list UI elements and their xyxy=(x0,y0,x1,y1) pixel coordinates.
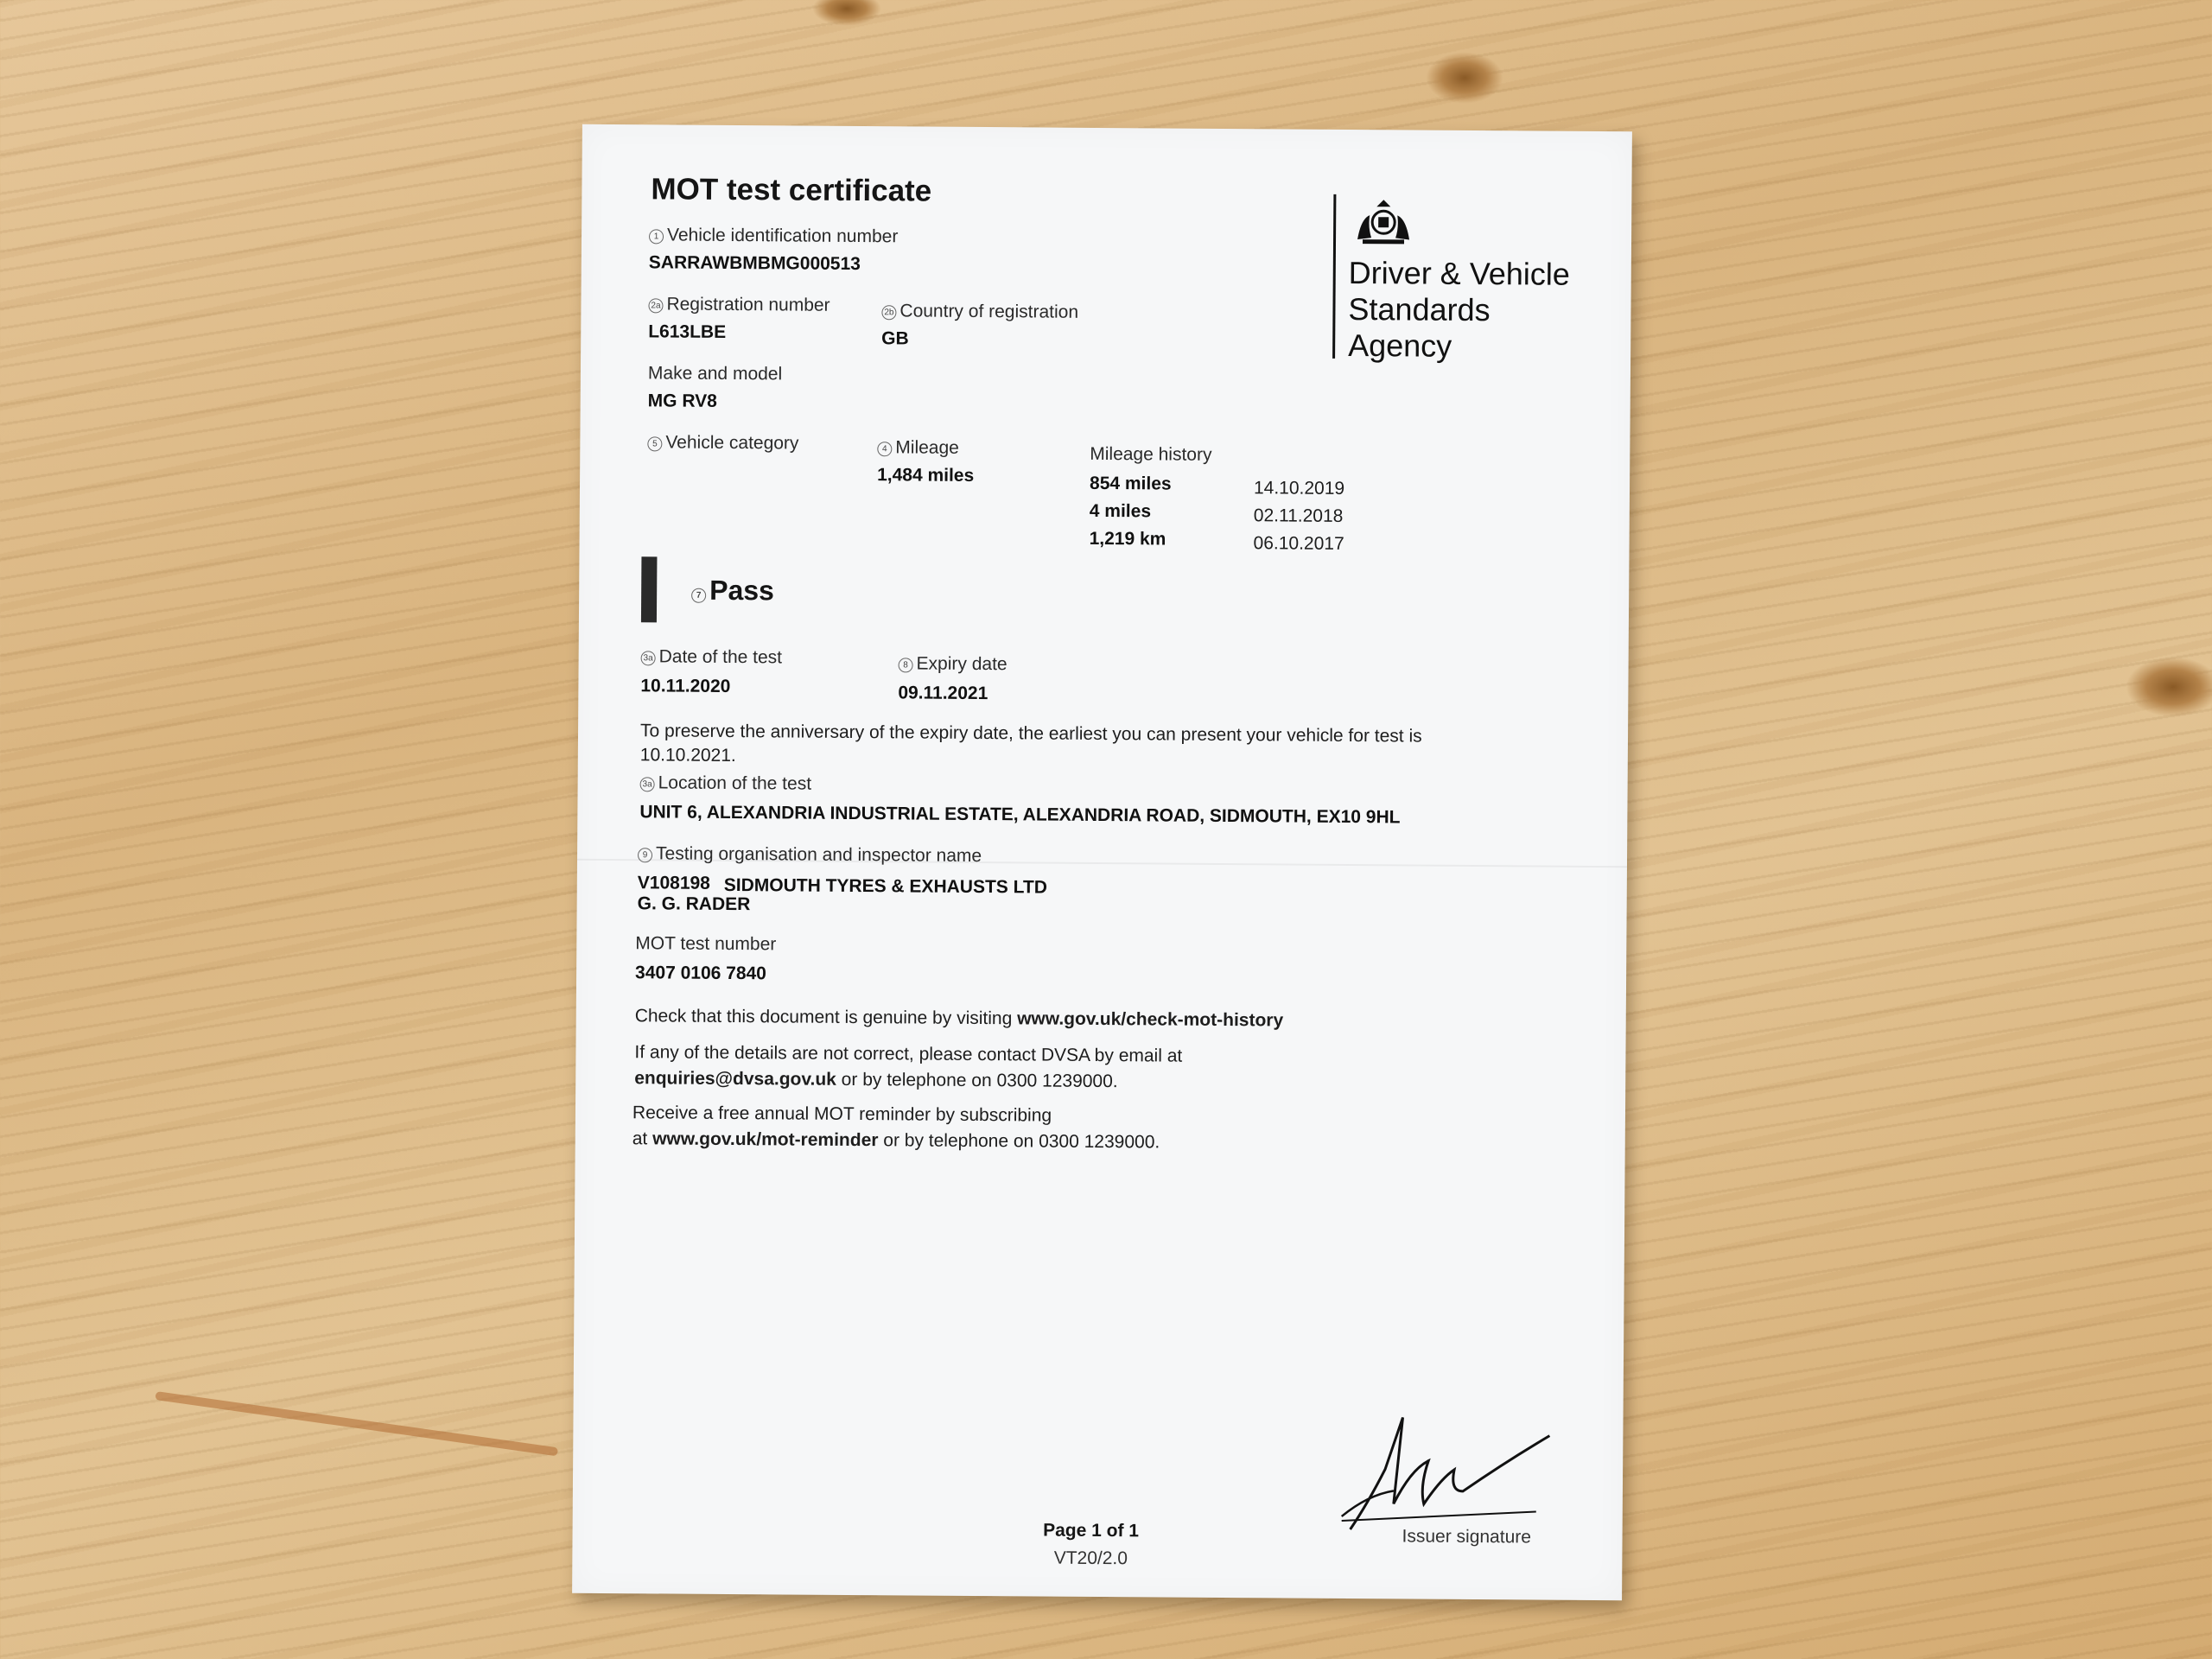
field-number-badge: 3a xyxy=(641,651,656,665)
test-number-value: 3407 0106 7840 xyxy=(635,963,766,984)
expiry-date-label-text: Expiry date xyxy=(916,653,1007,675)
vehicle-category-label-text: Vehicle category xyxy=(665,432,799,454)
inspector-name: G. G. RADER xyxy=(637,893,751,915)
organisation-label xyxy=(638,843,982,867)
test-date-label-text: Date of the test xyxy=(658,646,783,668)
field-number-badge: 8 xyxy=(899,658,913,672)
contact-line2 xyxy=(634,1068,1118,1092)
location-value: UNIT 6, ALEXANDRIA INDUSTRIAL ESTATE, ALEXANDRIA ROAD, SIDMOUTH, EX10 9HL xyxy=(639,802,1401,828)
registration-label xyxy=(648,294,830,315)
reminder-line1: Receive a free annual MOT reminder by subscribing xyxy=(632,1103,1052,1126)
dvsa-email-link[interactable]: enquiries@dvsa.gov.uk xyxy=(634,1068,836,1090)
mileage-value: 1,484 miles xyxy=(877,465,975,486)
registration-label-text: Registration number xyxy=(666,294,830,315)
logo-divider xyxy=(1332,194,1336,359)
agency-name-line3: Agency xyxy=(1348,327,1452,364)
make-model-value: MG RV8 xyxy=(647,391,717,411)
wood-streak xyxy=(155,1391,558,1456)
reminder-prefix: at xyxy=(632,1128,653,1149)
mot-reminder-link[interactable]: www.gov.uk/mot-reminder xyxy=(652,1128,879,1151)
genuine-check xyxy=(635,1006,1284,1031)
expiry-date-label xyxy=(899,653,1007,675)
test-number-label: MOT test number xyxy=(635,933,777,955)
vehicle-category-label xyxy=(647,432,798,454)
field-number-badge: 2a xyxy=(648,298,663,313)
test-date-value: 10.11.2020 xyxy=(640,676,731,696)
mileage-label-text: Mileage xyxy=(895,437,959,458)
anniversary-note-line2: 10.10.2021. xyxy=(639,745,736,766)
contact-phone-text: or by telephone on 0300 1239000. xyxy=(836,1069,1118,1092)
pass-marker-bar xyxy=(641,556,658,622)
location-label xyxy=(640,772,812,794)
field-number-badge: 2b xyxy=(881,305,896,320)
anniversary-note-line1: To preserve the anniversary of the expiry date, the earliest you can present your vehicle for test is xyxy=(639,721,1422,747)
issuer-signature-label: Issuer signature xyxy=(1402,1526,1532,1548)
field-number-badge: 1 xyxy=(649,229,664,244)
mileage-history-date: 02.11.2018 xyxy=(1253,505,1344,526)
country-label-text: Country of registration xyxy=(899,301,1079,322)
wood-knot xyxy=(1426,52,1503,104)
organisation-id: V108198 xyxy=(637,873,710,893)
mileage-history-label: Mileage history xyxy=(1090,443,1212,465)
royal-crest-icon xyxy=(1352,196,1414,249)
contact-line1: If any of the details are not correct, please contact DVSA by email at xyxy=(634,1042,1183,1066)
field-number-badge: 7 xyxy=(691,588,706,603)
vin-label-text: Vehicle identification number xyxy=(666,225,899,247)
agency-name-line2: Standards xyxy=(1348,290,1491,328)
mileage-history-reading: 1,219 km xyxy=(1089,528,1166,550)
reminder-line2 xyxy=(632,1128,1160,1153)
country-label xyxy=(881,301,1078,323)
field-number-badge: 4 xyxy=(877,442,892,456)
mot-certificate xyxy=(572,124,1632,1600)
vin-value: SARRAWBMBMG000513 xyxy=(648,252,861,275)
vin-label xyxy=(649,225,899,247)
make-model-label: Make and model xyxy=(647,363,783,385)
mileage-history-reading: 854 miles xyxy=(1089,473,1172,494)
organisation-label-text: Testing organisation and inspector name xyxy=(655,843,982,867)
country-value: GB xyxy=(881,328,909,349)
form-code: VT20/2.0 xyxy=(1053,1548,1128,1569)
certificate-title: MOT test certificate xyxy=(651,172,932,208)
agency-logo xyxy=(1332,194,1610,369)
location-label-text: Location of the test xyxy=(658,772,812,794)
registration-value: L613LBE xyxy=(648,321,727,342)
test-date-label xyxy=(641,646,783,668)
page-number: Page 1 of 1 xyxy=(1043,1520,1140,1541)
result-pass xyxy=(691,575,774,607)
issuer-signature-icon xyxy=(1333,1408,1559,1540)
genuine-check-text: Check that this document is genuine by visiting xyxy=(634,1006,1018,1029)
reminder-phone-text: or by telephone on 0300 1239000. xyxy=(878,1130,1160,1153)
expiry-date-value: 09.11.2021 xyxy=(898,683,988,704)
mileage-label xyxy=(877,437,959,459)
field-number-badge: 5 xyxy=(647,436,662,451)
wood-knot xyxy=(812,0,881,26)
mileage-history-reading: 4 miles xyxy=(1089,500,1152,522)
organisation-name: SIDMOUTH TYRES & EXHAUSTS LTD xyxy=(723,874,1048,898)
field-number-badge: 9 xyxy=(638,848,652,862)
agency-name-line1: Driver & Vehicle xyxy=(1348,254,1571,292)
field-number-badge: 3a xyxy=(640,777,655,791)
result-pass-text: Pass xyxy=(709,574,775,607)
mileage-history-date: 14.10.2019 xyxy=(1253,478,1345,499)
wood-knot xyxy=(2126,657,2212,717)
check-mot-history-link[interactable]: www.gov.uk/check-mot-history xyxy=(1017,1008,1284,1031)
mileage-history-date: 06.10.2017 xyxy=(1253,533,1344,554)
